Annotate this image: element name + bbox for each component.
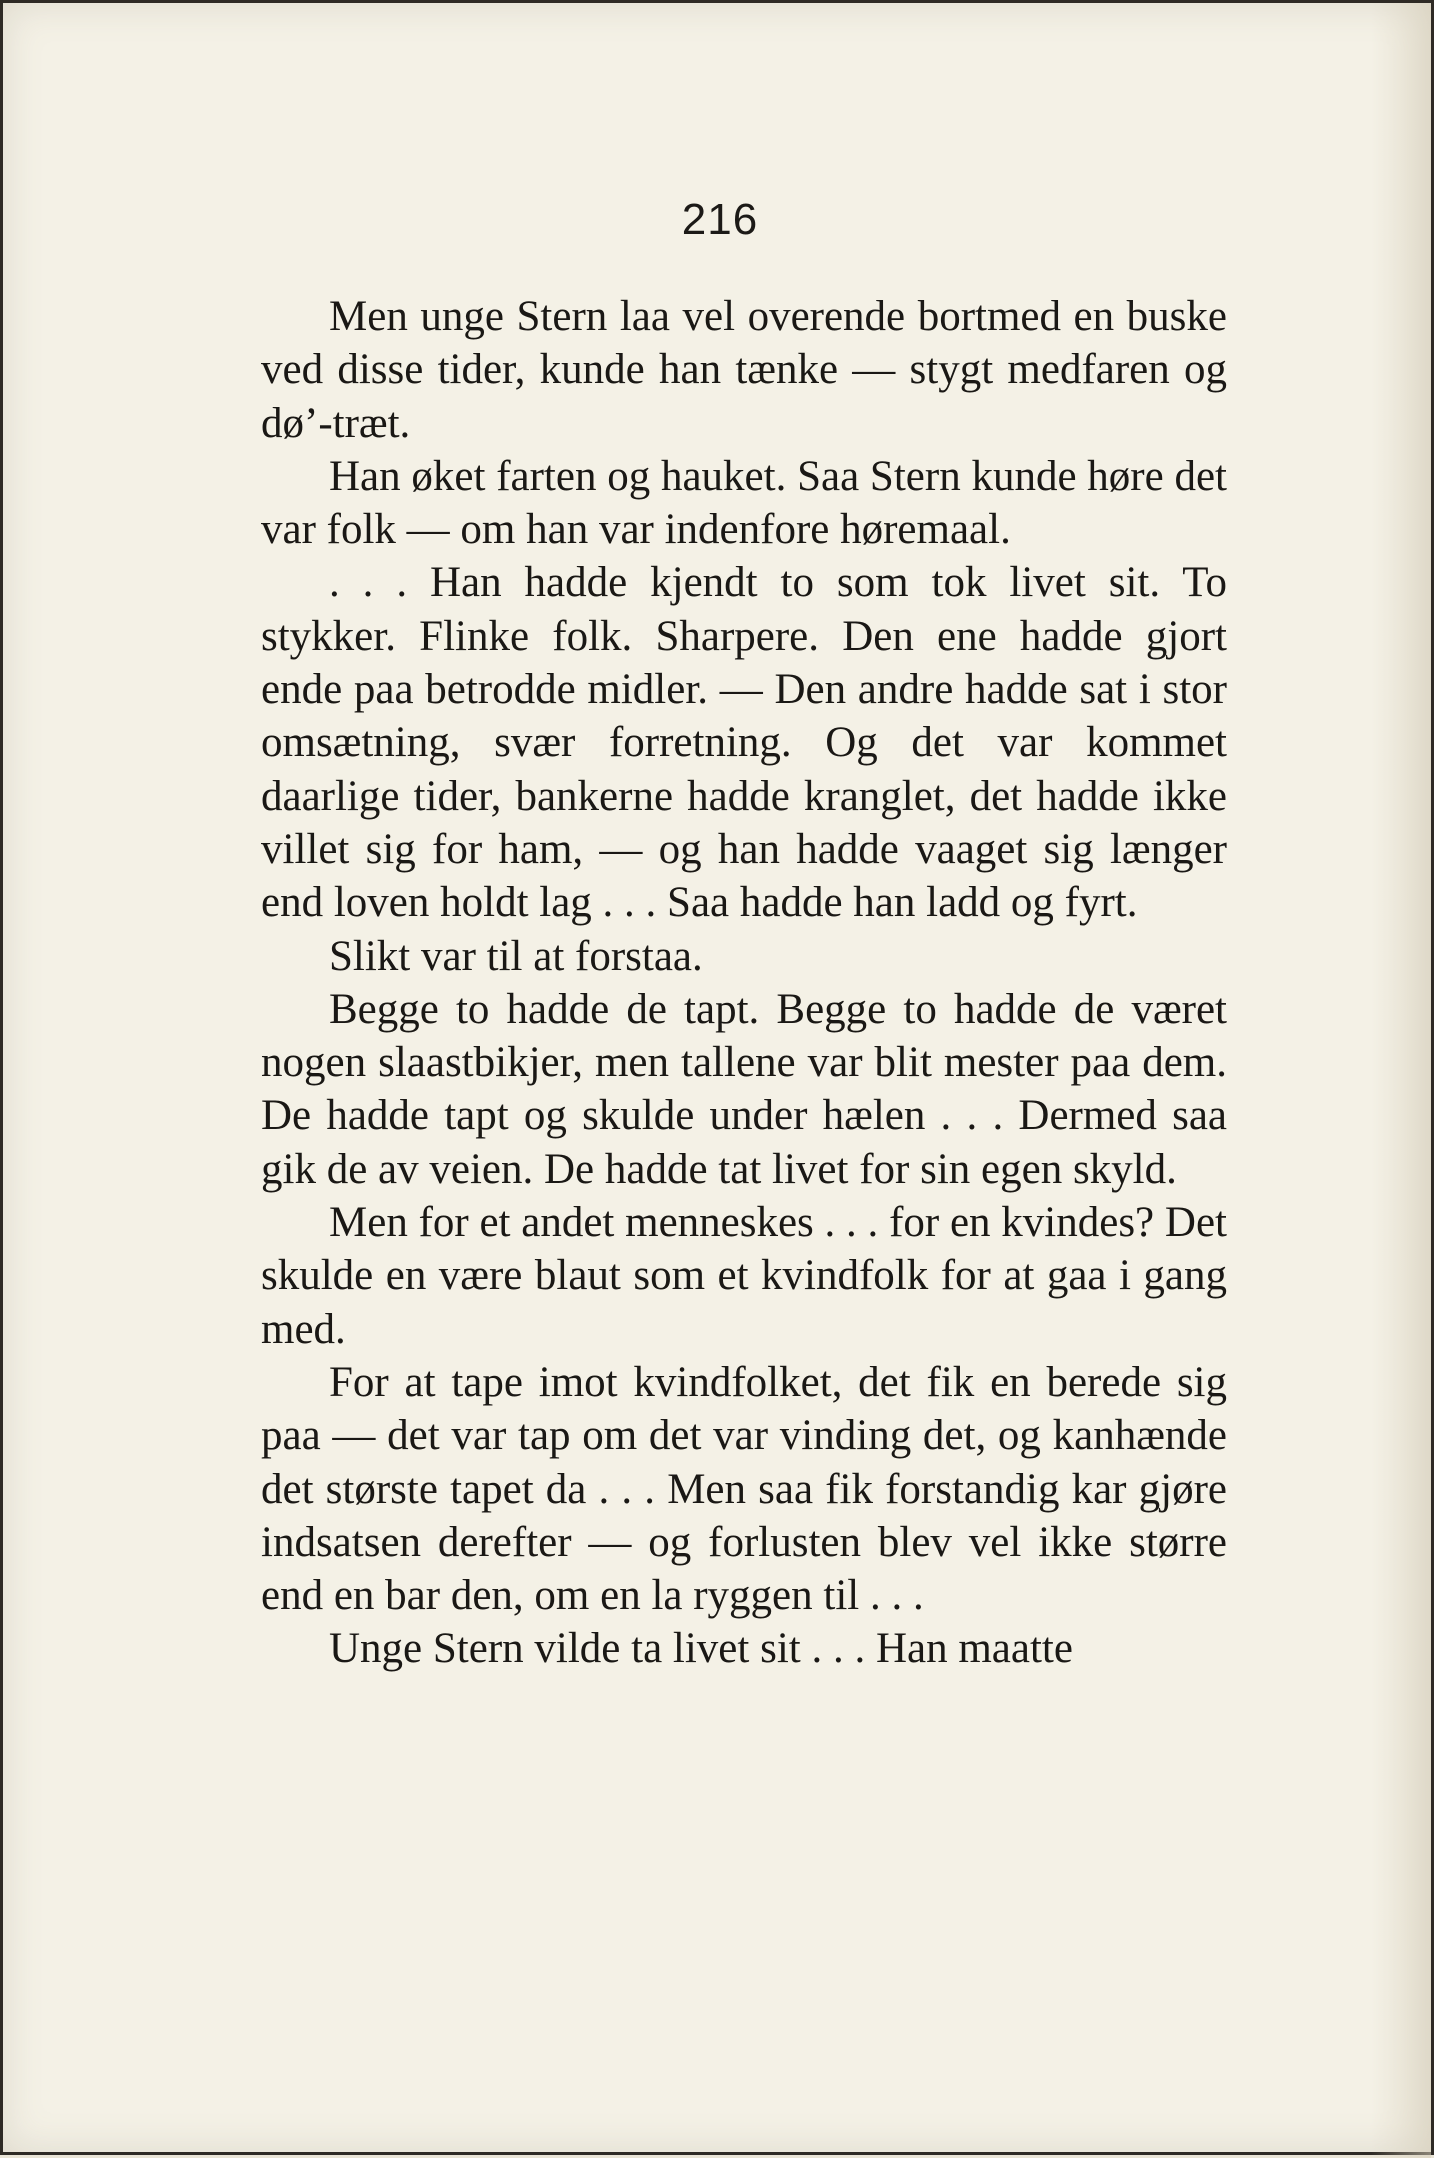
paragraph-1: Men unge Stern laa vel overende bortmed en buske ved disse tider, kunde han tænke — stygt medfaren og dø’-træt. [261,293,1227,447]
paragraph-4: Slikt var til at forstaa. [329,932,703,980]
paragraph-2: Han øket farten og hauket. Saa Stern kunde høre det var folk — om han var indenfore høremaal. [261,452,1227,554]
paragraph-8: Unge Stern vilde ta livet sit . . . Han maatte [329,1625,1073,1673]
paragraph-3: . . . Han hadde kjendt to som tok livet sit. To stykker. Flinke folk. Sharpere. Den ene hadde gjort ende paa betrodde midler. — Den andre hadde sat i stor omsætning, svær forretning. Og det var kommet daarlige tider, bankerne hadde kranglet, det hadde ikke villet sig for ham, — og han hadde vaaget sig længer end loven holdt lag . . . Saa hadde han ladd og fyrt. [261,559,1227,927]
paragraph-5: Begge to hadde de tapt. Begge to hadde de været nogen slaastbikjer, men tallene var blit mester paa dem. De hadde tapt og skulde under hælen . . . Dermed saa gik de av veien. De hadde tat livet for sin egen skyld. [261,985,1227,1193]
page-number: 216 [681,195,759,244]
body-text [261,290,1227,1676]
page-edge-stain [1371,3,1431,2158]
paragraph-6: Men for et andet menneskes . . . for en kvindes? Det skulde en være blaut som et kvindfolk for at gaa i gang med. [261,1199,1227,1353]
paragraph-7: For at tape imot kvindfolket, det fik en berede sig paa — det var tap om det var vinding det, og kanhænde det største tapet da . . . Men saa fik forstandig kar gjøre indsatsen derefter — og forlusten blev vel ikke større end en bar den, om en la ryggen til . . . [261,1358,1227,1620]
